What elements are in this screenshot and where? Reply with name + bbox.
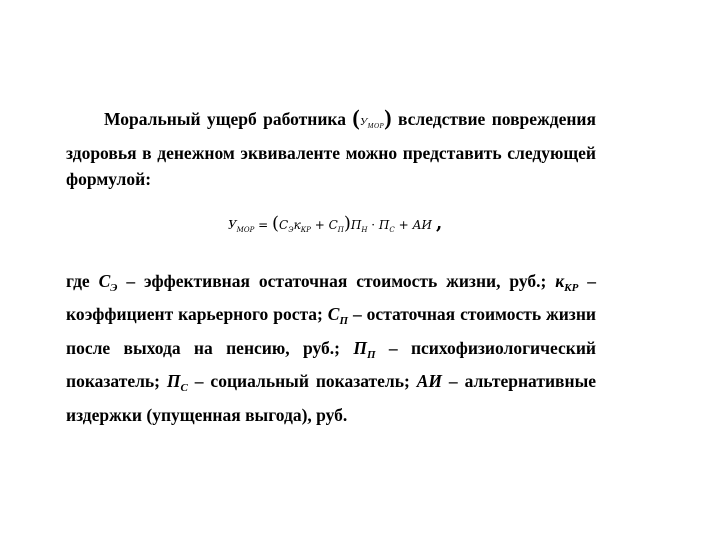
formula-ai: АИ — [412, 218, 432, 232]
symbol-k-kr-sub: КР — [564, 282, 579, 294]
formula-k: к — [293, 218, 301, 232]
formula-comma: , — [436, 213, 443, 234]
moral-damage-symbol-main: У — [359, 116, 368, 128]
symbol-p-c — [166, 371, 188, 395]
definitions-text-1: где — [66, 271, 99, 291]
definitions-text-2: – эффективная остаточная стоимость жизни, руб.; — [117, 271, 556, 291]
symbol-c-e-main: С — [98, 271, 111, 291]
definitions-text-3: – коэффициент карьерного роста; — [66, 271, 597, 325]
definitions-text-6: – социальный показатель; — [187, 371, 417, 392]
symbol-c-p — [327, 304, 349, 328]
symbol-open-paren: ( — [352, 105, 360, 130]
formula-c-p-sub: П — [337, 226, 344, 234]
formula-open-paren: ( — [271, 213, 280, 234]
definitions-text-4: – остаточная стоимость жизни после выхода на пенсию, руб.; — [66, 304, 596, 358]
symbol-p-p — [353, 337, 376, 361]
symbol-k-kr-main: к — [555, 271, 565, 291]
definitions-text-5: – психофизиологический показатель; — [66, 337, 596, 392]
formula-k-sub: КР — [300, 226, 311, 234]
symbol-c-p-sub: П — [339, 315, 349, 328]
formula-equals: = — [254, 218, 272, 232]
symbol-c-e — [98, 271, 118, 294]
formula-dot: · — [367, 218, 379, 232]
formula-c-p: С — [328, 218, 338, 232]
intro-text-end: вследствие повреждения здоровья в денежном эквиваленте можно представить следующей формулой: — [66, 109, 596, 189]
formula-lhs: У — [228, 218, 237, 232]
formula-p-n-sub: Н — [361, 226, 368, 234]
formula-p-c: П — [378, 218, 390, 232]
intro-text-start: Моральный ущерб работника — [104, 109, 346, 129]
symbol-c-e-sub: Э — [110, 282, 118, 294]
symbol-close-paren: ) — [384, 105, 392, 130]
symbol-p-c-sub: С — [180, 382, 188, 395]
definitions-text-7: – альтернативные издержки (упущенная выгода), руб. — [66, 371, 596, 425]
intro-paragraph — [66, 105, 596, 193]
formula — [228, 213, 442, 243]
formula-c-e-sub: Э — [288, 226, 294, 234]
formula-c-e: С — [279, 218, 289, 232]
symbol-p-p-sub: П — [366, 348, 376, 361]
moral-damage-symbol — [360, 116, 385, 128]
symbol-c-p-main: С — [327, 304, 340, 325]
symbol-k-kr — [555, 271, 579, 294]
formula-lhs-sub: МОР — [236, 226, 255, 234]
formula-plus-1: + — [310, 218, 329, 232]
definitions-paragraph — [66, 268, 596, 428]
moral-damage-symbol-sub: МОР — [367, 122, 385, 130]
formula-p-n: П — [350, 218, 362, 232]
formula-plus-2: + — [394, 218, 413, 232]
symbol-p-p-main: П — [353, 337, 367, 358]
formula-close-paren: ) — [343, 213, 351, 234]
formula-p-c-sub: С — [389, 226, 395, 234]
symbol-ai: АИ — [416, 371, 443, 392]
symbol-p-c-main: П — [166, 371, 181, 392]
